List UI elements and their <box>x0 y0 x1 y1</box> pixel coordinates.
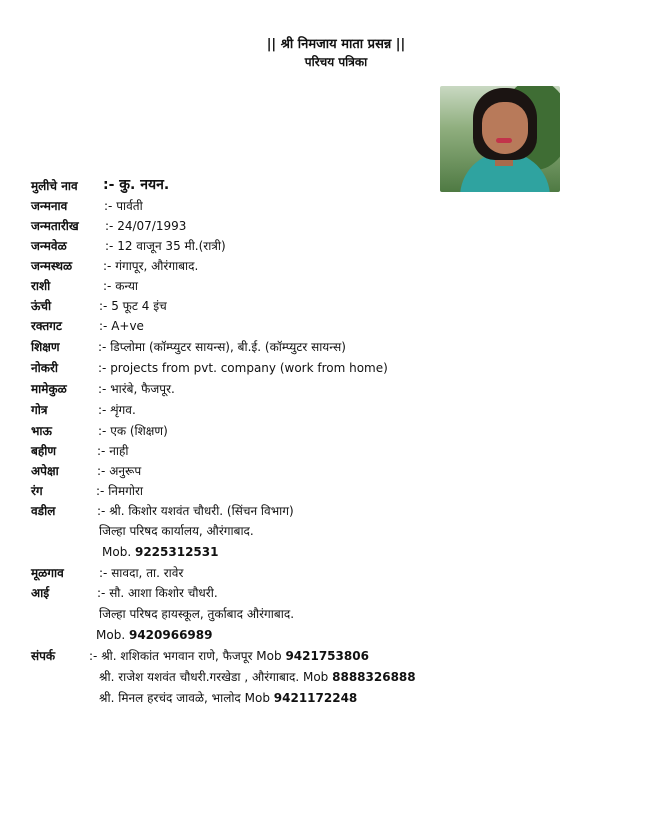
row-brother <box>31 421 651 441</box>
mother-mobile <box>96 625 212 645</box>
value-height: :- 5 फूट 4 इंच <box>99 299 167 313</box>
document-title: परिचय पत्रिका <box>304 55 368 69</box>
contact-entry-1 <box>89 646 369 666</box>
label-birth-place: जन्मस्थळ <box>31 259 73 273</box>
row-birth-date <box>31 216 651 236</box>
contact-entry-1-number: 9421753806 <box>285 649 369 663</box>
label-blood-group: रक्तगट <box>31 319 62 333</box>
value-native-place: :- सावदा, ता. रावेर <box>99 566 184 580</box>
label-height: ऊंची <box>31 299 52 313</box>
label-name: मुलीचे नाव <box>31 179 78 193</box>
label-birth-time: जन्मवेळ <box>31 239 67 253</box>
row-gotra <box>31 400 651 420</box>
value-expectation: :- अनुरूप <box>97 464 142 478</box>
label-brother: भाऊ <box>31 424 52 438</box>
contact-entry-2-number: 8888326888 <box>332 670 416 684</box>
mother-work: जिल्हा परिषद हायस्कूल, तुर्काबाद औरंगाबाद. <box>99 607 295 621</box>
row-blood-group <box>31 316 651 336</box>
value-birth-place: :- गंगापूर, औरंगाबाद. <box>103 259 199 273</box>
label-sister: बहीण <box>31 444 57 458</box>
row-birth-place <box>31 256 651 276</box>
row-birth-time <box>31 236 651 256</box>
label-birth-name: जन्मनाव <box>31 199 68 213</box>
row-rashi <box>31 276 651 296</box>
value-gotra: :- शृंगव. <box>98 403 136 417</box>
father-mobile-label: Mob. <box>102 545 132 559</box>
father-mobile <box>102 542 218 562</box>
label-mother: आई <box>31 586 50 600</box>
row-height <box>31 296 651 316</box>
value-education: :- डिप्लोमा (कॉम्प्युटर सायन्स), बी.ई. (कॉम्प्युटर सायन्स) <box>98 340 346 354</box>
label-native-place: मूळगाव <box>31 566 64 580</box>
label-education: शिक्षण <box>31 340 60 354</box>
row-complexion <box>31 481 651 501</box>
contact-entry-2-text: श्री. राजेश यशवंत चौधरी.गरखेडा , औरंगाबाद. Mob <box>99 670 329 684</box>
value-birth-time: :- 12 वाजून 35 मी.(रात्री) <box>105 239 226 253</box>
label-job: नोकरी <box>31 361 59 375</box>
value-name: :- कु. नयन. <box>103 177 170 193</box>
father-mobile-number: 9225312531 <box>134 545 219 559</box>
value-blood-group: :- A+ve <box>99 319 144 333</box>
mother-mobile-label: Mob. <box>96 628 126 642</box>
father-office: जिल्हा परिषद कार्यालय, औरंगाबाद. <box>99 524 254 538</box>
row-job <box>31 358 651 378</box>
label-maternal-family: मामेकुळ <box>31 382 67 396</box>
contact-entry-1-text: :- श्री. शशिकांत भगवान राणे, फैजपूर Mob <box>89 649 282 663</box>
label-expectation: अपेक्षा <box>31 464 59 478</box>
row-sister <box>31 441 651 461</box>
contact-entry-3-text: श्री. मिनल हरचंद जावळे, भालोद Mob <box>99 691 270 705</box>
row-expectation <box>31 461 651 481</box>
contact-entry-3-number: 9421172248 <box>273 691 358 705</box>
contact-entry-2 <box>99 667 416 687</box>
mother-mobile-number: 9420966989 <box>128 628 213 642</box>
value-father: :- श्री. किशोर यशवंत चौधरी. (सिंचन विभाग) <box>97 504 294 518</box>
row-native-place <box>31 563 651 583</box>
label-gotra: गोत्र <box>31 403 48 417</box>
label-complexion: रंग <box>31 484 43 498</box>
label-father: वडील <box>31 504 56 518</box>
value-mother: :- सौ. आशा किशोर चौधरी. <box>97 586 218 600</box>
label-contact: संपर्क <box>31 649 56 663</box>
value-birth-date: :- 24/07/1993 <box>105 219 187 233</box>
value-complexion: :- निमगोरा <box>96 484 144 498</box>
row-father <box>31 501 651 521</box>
document-header <box>0 36 672 70</box>
label-birth-date: जन्मतारीख <box>31 219 79 233</box>
row-education <box>31 337 651 357</box>
row-name <box>31 176 651 196</box>
value-sister: :- नाही <box>97 444 129 458</box>
row-maternal-family <box>31 379 651 399</box>
value-maternal-family: :- भारंबे, फैजपूर. <box>98 382 175 396</box>
value-brother: :- एक (शिक्षण) <box>98 424 168 438</box>
row-mother <box>31 583 651 603</box>
value-job: :- projects from pvt. company (work from home) <box>98 361 388 375</box>
row-birth-name <box>31 196 651 216</box>
value-birth-name: :- पार्वती <box>104 199 143 213</box>
invocation-line: || श्री निमजाय माता प्रसन्न || <box>266 37 406 52</box>
value-rashi: :- कन्या <box>103 279 139 293</box>
row-contact <box>31 646 651 666</box>
contact-entry-3 <box>99 688 357 708</box>
label-rashi: राशी <box>31 279 51 293</box>
